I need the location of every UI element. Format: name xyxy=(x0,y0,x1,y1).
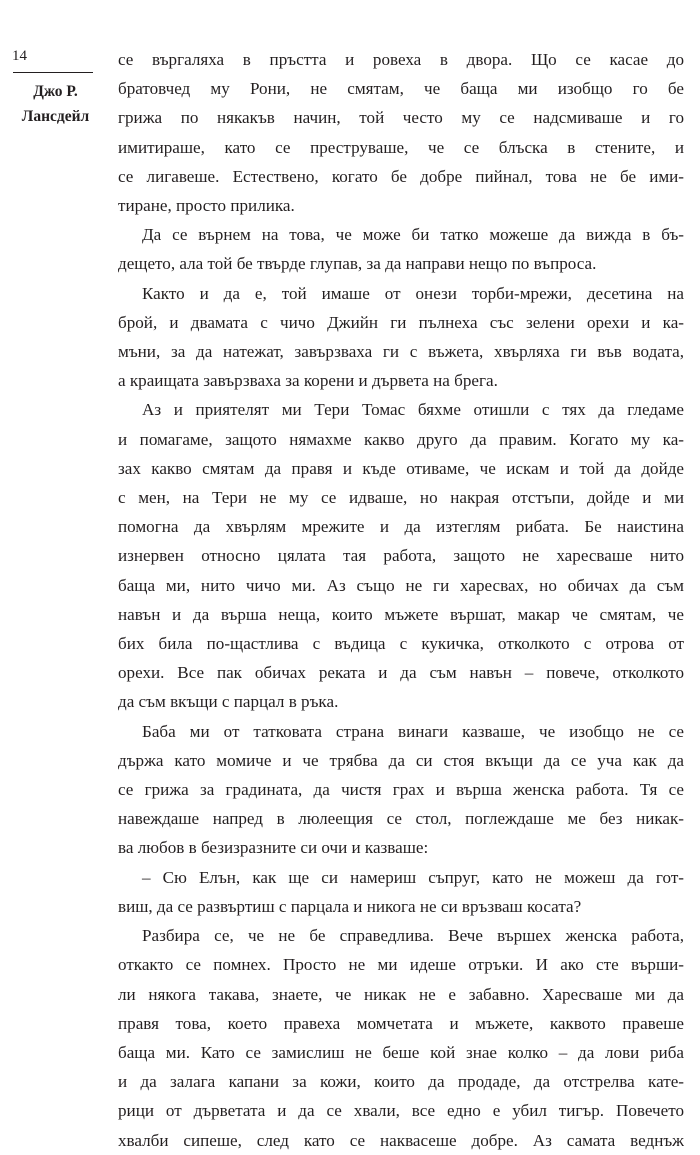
running-head-author-line1: Джо Р. xyxy=(33,83,78,100)
text-line: държа като момиче и че трябва да си стоя вкъщи да се уча как да xyxy=(118,750,684,770)
text-line: Разбира се, че не бе справедлива. Вече вършех женска работа, xyxy=(142,926,684,946)
text-line: зах какво смятам да правя и къде отиваме, че искам и той да дойде xyxy=(118,458,684,478)
text-line: навеждаше напред в люлеещия се стол, поглеждаше ме без никак- xyxy=(118,809,684,829)
text-line: мъни, за да натежат, завързваха ги с въжета, хвърляха ги във водата, xyxy=(118,342,684,362)
text-line: и помагаме, защото нямахме какво друго да правим. Когато му ка- xyxy=(118,429,684,449)
page-number: 14 xyxy=(12,48,27,64)
text-line: баща ми, нито чичо ми. Аз също не ги харесвах, но обичах да съм xyxy=(118,575,684,595)
text-line: рици от дърветата и да се хвали, все едно е убил тигър. Повечето xyxy=(118,1101,684,1121)
text-line: бих била по-щастлива с въдица с кукичка, отколкото с отрова от xyxy=(118,634,684,654)
text-line: хвалби сипеше, след като се наквасеше добре. Аз самата веднъж xyxy=(118,1130,684,1150)
text-line: навън и да върша неща, които мъжете вършат, макар че смятам, че xyxy=(118,604,684,624)
text-line: дещето, ала той бе твърде глупав, за да направи нещо по въпроса. xyxy=(118,254,597,274)
text-line: баща ми. Като се замислиш не беше кой знае колко – да лови риба xyxy=(118,1042,684,1062)
text-line: грижа по някакъв начин, той често му се надсмиваше и го xyxy=(118,108,684,128)
text-line: изнервен относно цялата тая работа, защото не харесваше нито xyxy=(118,546,684,566)
text-line: брой, и двамата с чичо Джийн ги пълнеха със зелени орехи и ка- xyxy=(118,312,684,332)
text-line: правя това, което правеха момчетата и мъжете, каквото правеше xyxy=(118,1013,684,1033)
text-line: Както и да е, той имаше от онези торби-мрежи, десетина на xyxy=(142,283,684,303)
text-line: ва любов в безизразните си очи и казваше: xyxy=(118,838,429,858)
text-line: Да се върнем на това, че може би татко можеше да вижда в бъ- xyxy=(142,225,684,245)
text-line: да съм вкъщи с парцал в ръка. xyxy=(118,692,339,712)
text-line: ли някога такава, знаете, че никак не е забавно. Харесваше ми да xyxy=(118,984,684,1004)
text-line: се грижа за градината, да чистя грах и върша женска работа. Тя се xyxy=(118,780,684,800)
text-line: имитираше, като се преструваше, че се блъска в стените, и xyxy=(118,137,684,157)
text-line: Аз и приятелят ми Тери Томас бяхме отишли с тях да гледаме xyxy=(142,400,684,420)
text-line: а краищата завързваха за корени и дървета на брега. xyxy=(118,371,498,391)
text-line: – Сю Елън, как ще си намериш съпруг, като не можеш да гот- xyxy=(142,867,684,887)
body-text xyxy=(118,45,684,1155)
header-rule xyxy=(13,72,93,73)
running-head-author-line2: Лансдейл xyxy=(21,108,90,125)
text-line: братовчед му Рони, не смятам, че баща ми изобщо го бе xyxy=(118,79,684,99)
text-line: откакто се помнех. Просто не ми идеше отръки. И ако сте върши- xyxy=(118,955,684,975)
text-line: се лигавеше. Естествено, когато бе добре пийнал, това не бе ими- xyxy=(118,166,684,186)
text-line: с мен, на Тери не му се идваше, но накрая отстъпи, дойде и ми xyxy=(118,488,684,508)
text-line: помогна да хвърлям мрежите и да изтеглям рибата. Бе наистина xyxy=(118,517,684,537)
text-line: тиране, просто прилика. xyxy=(118,196,295,216)
text-line: и да залага капани за кожи, които да продаде, да отстрелва кате- xyxy=(118,1072,684,1092)
text-line: виш, да се развъртиш с парцала и никога не си връзваш косата? xyxy=(118,896,582,916)
text-line: Баба ми от татковата страна винаги казваше, че изобщо не се xyxy=(142,721,684,741)
text-line: орехи. Все пак обичах реката и да съм навън – повече, отколкото xyxy=(118,663,684,683)
running-head xyxy=(8,79,103,129)
text-line: се въргаляха в пръстта и ровеха в двора. Що се касае до xyxy=(118,50,684,69)
